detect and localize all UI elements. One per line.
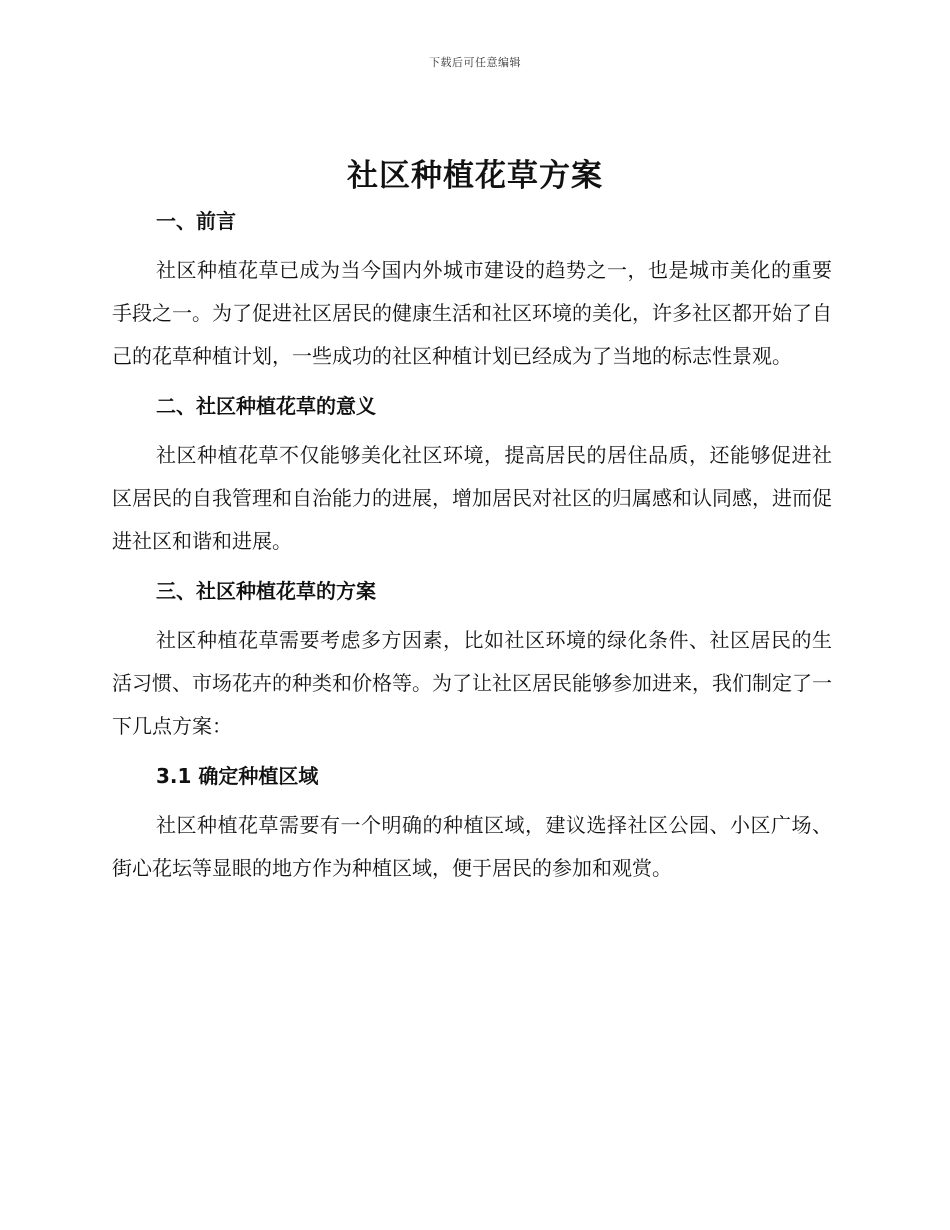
document-title: 社区种植花草方案 xyxy=(347,158,603,194)
section-heading-preface: 一、前言 xyxy=(156,209,236,233)
subsection-paragraph-area: 社区种植花草需要有一个明确的种植区域，建议选择社区公园、小区广场、街心花坛等显眼的地方作为种植区域，便于居民的参加和观赏。 xyxy=(112,813,832,880)
section-heading-significance: 二、社区种植花草的意义 xyxy=(156,394,376,418)
section-paragraph-preface: 社区种植花草已成为当今国内外城市建设的趋势之一，也是城市美化的重要手段之一。为了促进社区居民的健康生活和社区环境的美化，许多社区都开始了自己的花草种植计划，一些成功的社区种植计划已经成为了当地的标志性景观。 xyxy=(112,258,832,368)
document-body xyxy=(112,203,832,900)
subsection-heading-area: 3.1 确定种植区域 xyxy=(156,764,319,788)
section-paragraph-plan: 社区种植花草需要考虑多方因素，比如社区环境的绿化条件、社区居民的生活习惯、市场花卉的种类和价格等。为了让社区居民能够参加进来，我们制定了一下几点方案： xyxy=(112,628,832,738)
section-paragraph-significance: 社区种植花草不仅能够美化社区环境，提高居民的居住品质，还能够促进社区居民的自我管理和自治能力的进展，增加居民对社区的归属感和认同感，进而促进社区和谐和进展。 xyxy=(112,443,832,553)
section-heading-plan: 三、社区种植花草的方案 xyxy=(156,579,376,603)
header-note: 下载后可任意编辑 xyxy=(429,56,521,69)
